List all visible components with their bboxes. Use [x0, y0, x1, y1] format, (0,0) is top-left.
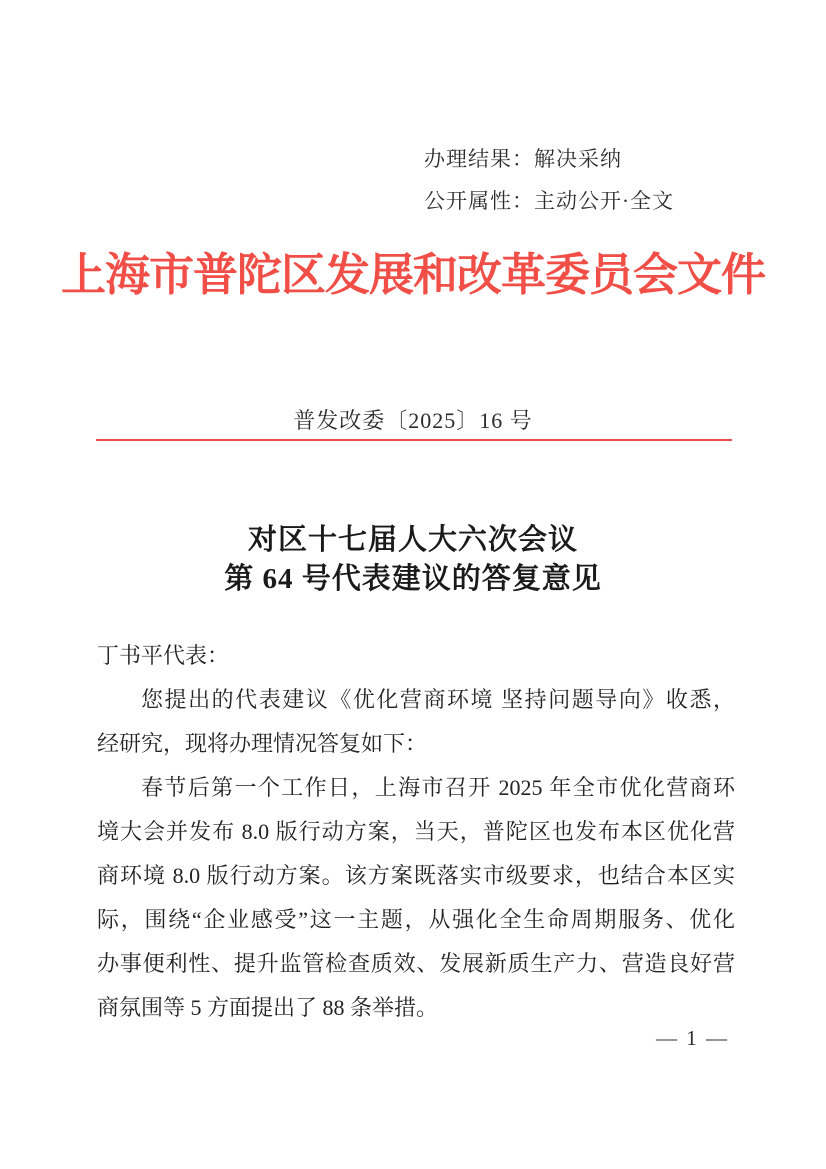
- body-line: 商环境 8.0 版行动方案。该方案既落实市级要求，也结合本区实: [97, 863, 735, 888]
- body-line: 际，围绕“企业感受”这一主题，从强化全生命周期服务、优化: [97, 907, 736, 932]
- document-number: 普发改委〔2025〕16 号: [293, 408, 533, 433]
- body-line: 境大会并发布 8.0 版行动方案，当天，普陀区也发布本区优化营: [97, 819, 735, 844]
- page-number: — 1 —: [656, 1026, 729, 1050]
- body-line: 办事便利性、提升监管检查质效、发展新质生产力、营造良好营: [97, 951, 735, 976]
- meta-block: [424, 138, 674, 222]
- disclosure-attribute: 公开属性：主动公开·全文: [424, 189, 674, 213]
- body-line: 经研究，现将办理情况答复如下：: [97, 731, 428, 756]
- salutation: 丁书平代表：: [97, 643, 230, 668]
- handling-result: 办理结果：解决采纳: [424, 147, 622, 171]
- red-divider-line: [96, 439, 732, 441]
- subject-title: [0, 521, 826, 599]
- letterhead-org-title: 上海市普陀区发展和改革委员会文件: [60, 250, 765, 300]
- body-line: 商氛围等 5 方面提出了 88 条举措。: [97, 995, 439, 1020]
- subject-title-line: 第 64 号代表建议的答复意见: [224, 563, 602, 595]
- body-line: 您提出的代表建议《优化营商环境 坚持问题导向》收悉，: [141, 687, 735, 712]
- body-line: 春节后第一个工作日，上海市召开 2025 年全市优化营商环: [141, 775, 735, 800]
- body-text: [97, 634, 735, 1030]
- subject-title-line: 对区十七届人大六次会议: [247, 524, 578, 556]
